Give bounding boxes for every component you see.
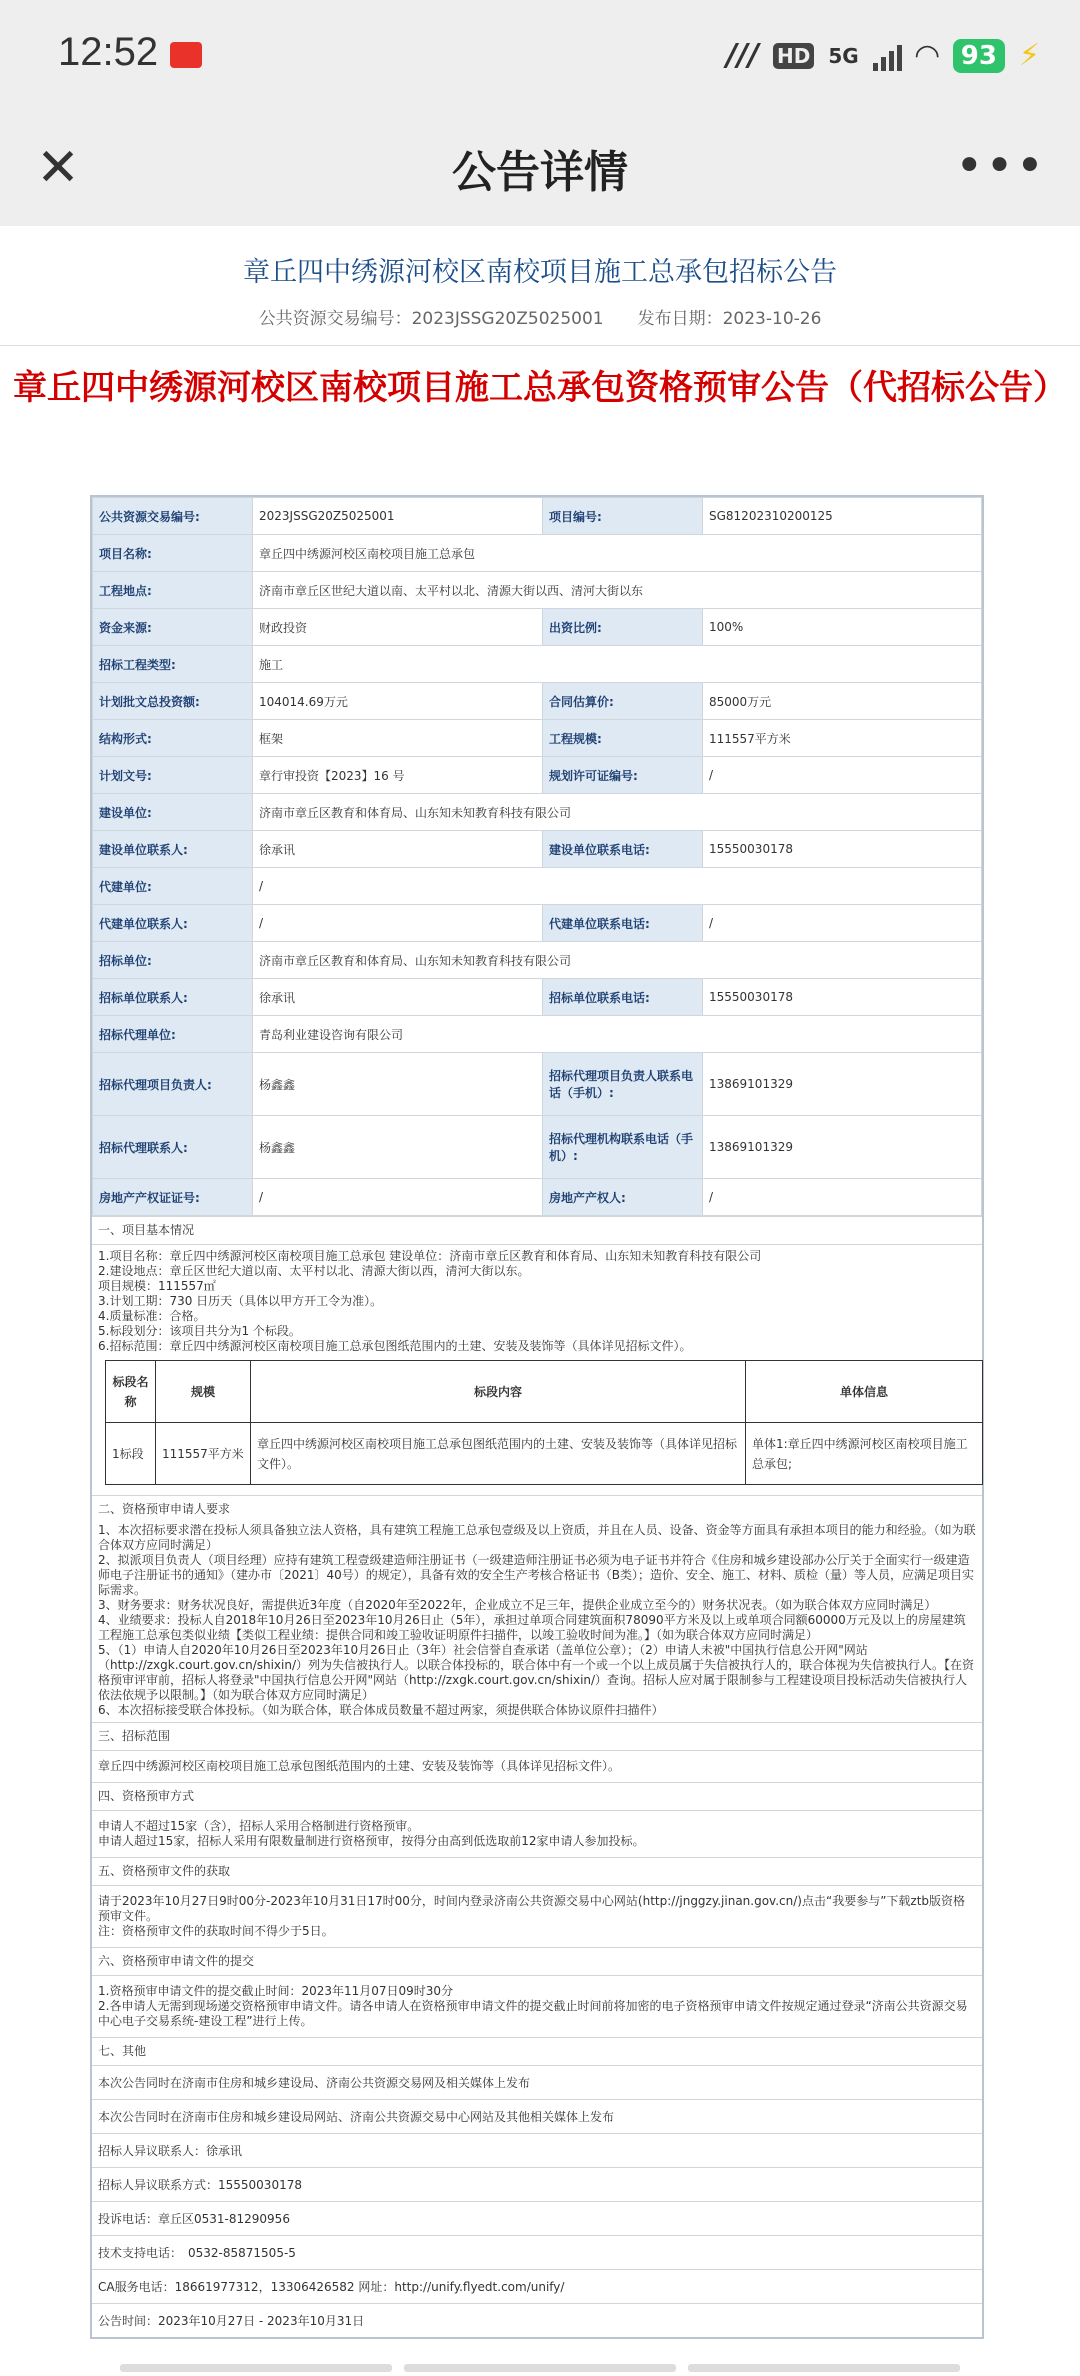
info-label: 计划文号:	[93, 757, 253, 794]
info-label: 招标代理机构联系电话（手机）:	[543, 1116, 703, 1179]
info-label: 合同估算价:	[543, 683, 703, 720]
table-row	[93, 868, 982, 905]
info-label: 工程地点:	[93, 572, 253, 609]
info-value: 2023JSSG20Z5025001	[253, 498, 543, 535]
more-icon[interactable]: •••	[955, 138, 1046, 194]
info-value: 济南市章丘区教育和体育局、山东知未知教育科技有限公司	[253, 794, 982, 831]
section-line: 公告时间：2023年10月27日 - 2023年10月31日	[92, 2303, 982, 2337]
info-value: /	[703, 1179, 982, 1216]
section-line: 3.计划工期：730 日历天（具体以甲方开工令为准）。	[98, 1294, 383, 1308]
announcement-body	[90, 495, 984, 2339]
section-2-body	[92, 1523, 982, 1722]
info-value: /	[253, 1179, 543, 1216]
announcement-title: 章丘四中绣源河校区南校项目施工总承包招标公告	[243, 257, 837, 288]
announcement-meta: 公共资源交易编号：2023JSSG20Z5025001 发布日期：2023-10-26	[258, 309, 822, 329]
info-value: /	[703, 757, 982, 794]
nav-bar	[0, 116, 1080, 226]
network-type: 5G	[828, 43, 859, 68]
info-value: SG81202310200125	[703, 498, 982, 535]
section-2-title: 二、资格预审申请人要求	[92, 1495, 982, 1523]
info-value: 徐承讯	[253, 831, 543, 868]
table-row	[93, 609, 982, 646]
info-label: 建设单位:	[93, 794, 253, 831]
info-value: 框架	[253, 720, 543, 757]
section-5-title: 五、资格预审文件的获取	[92, 1857, 982, 1885]
section-line: 本次公告同时在济南市住房和城乡建设局、济南公共资源交易网及相关媒体上发布	[92, 2065, 982, 2099]
info-label: 规划许可证编号:	[543, 757, 703, 794]
section-line: 2.建设地点：章丘区世纪大道以南、太平村以北、清源大街以西，清河大街以东。	[98, 1264, 530, 1278]
info-label: 房地产产权人:	[543, 1179, 703, 1216]
signal-icon	[873, 41, 902, 71]
info-value: 青岛利业建设咨询有限公司	[253, 1016, 982, 1053]
section-line: 请于2023年10月27日9时00分-2023年10月31日17时00分，时间内登录济南公共资源交易中心网站(http://jnggzy.jinan.gov.cn/)点击“我要参与”下载ztb版资格预审文件。	[98, 1894, 966, 1923]
announcement-header	[0, 226, 1080, 346]
section-line: 6、本次招标接受联合体投标。（如为联合体，联合体成员数量不超过两家，须提供联合体协议原件扫描件）	[98, 1703, 664, 1717]
info-label: 资金来源:	[93, 609, 253, 646]
info-table	[92, 497, 982, 1216]
section-1-title: 一、项目基本情况	[92, 1216, 982, 1244]
info-value: 济南市章丘区世纪大道以南、太平村以北、清源大街以西、清河大街以东	[253, 572, 982, 609]
battery-level: 93	[953, 39, 1005, 73]
info-label: 建设单位联系电话:	[543, 831, 703, 868]
column-header: 单体信息	[746, 1361, 983, 1423]
info-value: 85000万元	[703, 683, 982, 720]
page-title: 公告详情	[452, 147, 628, 198]
section-line: 4、业绩要求：投标人自2018年10月26日至2023年10月26日止（5年），承担过单项合同建筑面积78090平方米及以上或单项合同额60000万元及以上的房屋建筑工程施工总承包类似业绩【类似工程业绩：提供合同和竣工验收证明原件扫描件，以竣工验收时间为准。】（如为联合体双方应同时满足）	[98, 1613, 966, 1642]
section-line: 2、拟派项目负责人（项目经理）应持有建筑工程壹级建造师注册证书（一级建造师注册证书必须为电子证书并符合《住房和城乡建设部办公厅关于全面实行一级建造师电子注册证书的通知》（建办市〔2021〕40号）的规定），具备有效的安全生产考核合格证书（B类）；造价、安全、施工、材料、质检（量）等人员，应满足项目实际需求。	[98, 1553, 975, 1597]
info-value: 111557平方米	[703, 720, 982, 757]
section-line: 6.招标范围：章丘四中绣源河校区南校项目施工总承包图纸范围内的土建、安装及装饰等（具体详见招标文件）。	[98, 1339, 692, 1353]
table-cell: 单体1:章丘四中绣源河校区南校项目施工总承包;	[746, 1423, 983, 1485]
info-value: 章行审投资【2023】16 号	[253, 757, 543, 794]
info-label: 招标代理联系人:	[93, 1116, 253, 1179]
section-line: 5.标段划分：该项目共分为1 个标段。	[98, 1324, 301, 1338]
section-line: 2.各申请人无需到现场递交资格预审申请文件。请各申请人在资格预审申请文件的提交截止时间前将加密的电子资格预审申请文件按规定通过登录“济南公共资源交易中心电子交易系统-建设工程”进行上传。	[98, 1999, 968, 2028]
info-value: /	[253, 905, 543, 942]
section-5-body	[92, 1885, 982, 1947]
info-label: 招标单位联系人:	[93, 979, 253, 1016]
red-title: 章丘四中绣源河校区南校项目施工总承包资格预审公告（代招标公告）	[13, 368, 1067, 408]
column-header: 标段内容	[251, 1361, 746, 1423]
info-label: 项目编号:	[543, 498, 703, 535]
info-value: 施工	[253, 646, 982, 683]
section-3-title: 三、招标范围	[92, 1722, 982, 1750]
status-time: 12:52	[58, 30, 159, 74]
section-line: CA服务电话：18661977312，13306426582 网址：http://unify.flyedt.com/unify/	[92, 2269, 982, 2303]
info-label: 招标工程类型:	[93, 646, 253, 683]
section-4-title: 四、资格预审方式	[92, 1782, 982, 1810]
column-header: 规模	[156, 1361, 251, 1423]
table-row	[93, 1179, 982, 1216]
info-label: 出资比例:	[543, 609, 703, 646]
section-line: 项目规模：111557㎡	[98, 1279, 216, 1293]
table-cell: 111557平方米	[156, 1423, 251, 1485]
charging-icon: ⚡	[1018, 38, 1040, 73]
table-header-row	[106, 1361, 983, 1423]
section-4-body	[92, 1810, 982, 1857]
section-line: 1.资格预审申请文件的提交截止时间：2023年11月07日09时30分	[98, 1984, 454, 1998]
info-label: 项目名称:	[93, 535, 253, 572]
status-bar	[0, 0, 1080, 116]
signal-hd-icon: ///	[726, 38, 759, 73]
info-label: 工程规模:	[543, 720, 703, 757]
info-value: /	[253, 868, 982, 905]
section-line: 投诉电话：章丘区0531-81290956	[92, 2201, 982, 2235]
info-label: 招标代理项目负责人联系电话（手机）:	[543, 1053, 703, 1116]
info-label: 代建单位联系电话:	[543, 905, 703, 942]
section-line: 4.质量标准：合格。	[98, 1309, 206, 1323]
table-cell: 章丘四中绣源河校区南校项目施工总承包图纸范围内的土建、安装及装饰等（具体详见招标文件）。	[251, 1423, 746, 1485]
section-line: 申请人超过15家，招标人采用有限数量制进行资格预审，按得分由高到低选取前12家申请人参加投标。	[98, 1834, 645, 1848]
table-row	[93, 905, 982, 942]
table-row	[93, 683, 982, 720]
table-row	[93, 979, 982, 1016]
info-value: 15550030178	[703, 831, 982, 868]
notification-icon	[170, 42, 202, 68]
info-value: 杨鑫鑫	[253, 1053, 543, 1116]
info-label: 代建单位:	[93, 868, 253, 905]
info-label: 结构形式:	[93, 720, 253, 757]
info-label: 计划批文总投资额:	[93, 683, 253, 720]
table-row	[93, 535, 982, 572]
section-line: 注：资格预审文件的获取时间不得少于5日。	[98, 1924, 334, 1938]
table-row	[93, 720, 982, 757]
info-label: 建设单位联系人:	[93, 831, 253, 868]
table-row	[93, 757, 982, 794]
info-value: 济南市章丘区教育和体育局、山东知未知教育科技有限公司	[253, 942, 982, 979]
info-value: 13869101329	[703, 1053, 982, 1116]
info-value: 杨鑫鑫	[253, 1116, 543, 1179]
section-line: 3、财务要求：财务状况良好，需提供近3年度（自2020年至2022年，企业成立不足三年，提供企业成立至今的）财务状况表。（如为联合体双方应同时满足）	[98, 1598, 937, 1612]
section-3-body: 章丘四中绣源河校区南校项目施工总承包图纸范围内的土建、安装及装饰等（具体详见招标文件）。	[92, 1750, 982, 1782]
table-row	[93, 1053, 982, 1116]
info-label: 招标单位联系电话:	[543, 979, 703, 1016]
section-line: 招标人异议联系人：徐承讯	[92, 2133, 982, 2167]
table-row	[93, 1016, 982, 1053]
info-value: 15550030178	[703, 979, 982, 1016]
column-header: 标段名称	[106, 1361, 156, 1423]
table-row	[93, 646, 982, 683]
status-icons	[726, 38, 1040, 73]
section-line: 1.项目名称：章丘四中绣源河校区南校项目施工总承包 建设单位：济南市章丘区教育和体育局、山东知未知教育科技有限公司	[98, 1249, 762, 1263]
table-row	[93, 1116, 982, 1179]
section-6-body	[92, 1975, 982, 2037]
close-icon[interactable]: ✕	[36, 138, 80, 198]
section-line: 招标人异议联系方式：15550030178	[92, 2167, 982, 2201]
table-cell: 1标段	[106, 1423, 156, 1485]
table-row	[93, 794, 982, 831]
info-value: 13869101329	[703, 1116, 982, 1179]
section-line: 5、（1）申请人自2020年10月26日至2023年10月26日止（3年）社会信誉自查承诺（盖单位公章）；（2）申请人未被"中国执行信息公开网"网站（http://zxgk.court.gov.cn/shixin/）列为失信被执行人。以联合体投标的，联合体中有一个或一个以上成员属于失信被执行人的，联合体视为失信被执行人。【在资格预审评审前，招标人将登录"中国执行信息公开网"网站（http://zxgk.court.gov.cn/shixin/）查询。招标人应对属于限制参与工程建设项目投标活动失信被执行人依法依规予以限制。】（如为联合体双方应同时满足）	[98, 1643, 975, 1702]
hd-badge: HD	[773, 43, 814, 69]
info-label: 房地产产权证证号:	[93, 1179, 253, 1216]
info-label: 代建单位联系人:	[93, 905, 253, 942]
horizontal-scrollbar[interactable]	[120, 2364, 960, 2372]
info-label: 招标代理项目负责人:	[93, 1053, 253, 1116]
table-row	[106, 1423, 983, 1485]
info-value: /	[703, 905, 982, 942]
table-row	[93, 831, 982, 868]
section-1-body	[92, 1244, 982, 1495]
info-value: 100%	[703, 609, 982, 646]
section-6-title: 六、资格预审申请文件的提交	[92, 1947, 982, 1975]
table-row	[93, 498, 982, 535]
info-value: 104014.69万元	[253, 683, 543, 720]
section-line: 申请人不超过15家（含），招标人采用合格制进行资格预审。	[98, 1819, 420, 1833]
info-label: 公共资源交易编号:	[93, 498, 253, 535]
info-value: 财政投资	[253, 609, 543, 646]
table-row	[93, 942, 982, 979]
section-7-title: 七、其他	[92, 2037, 982, 2065]
wifi-icon: ◠	[915, 38, 939, 73]
info-label: 招标单位:	[93, 942, 253, 979]
section-line: 本次公告同时在济南市住房和城乡建设局网站、济南公共资源交易中心网站及其他相关媒体上发布	[92, 2099, 982, 2133]
section-line: 1、本次招标要求潜在投标人须具备独立法人资格，具有建筑工程施工总承包壹级及以上资质，并且在人员、设备、资金等方面具有承担本项目的能力和经验。（如为联合体双方应同时满足）	[98, 1523, 976, 1552]
bid-section-table	[105, 1360, 983, 1485]
info-label: 招标代理单位:	[93, 1016, 253, 1053]
section-line: 技术支持电话： 0532-85871505-5	[92, 2235, 982, 2269]
info-value: 章丘四中绣源河校区南校项目施工总承包	[253, 535, 982, 572]
info-value: 徐承讯	[253, 979, 543, 1016]
table-row	[93, 572, 982, 609]
